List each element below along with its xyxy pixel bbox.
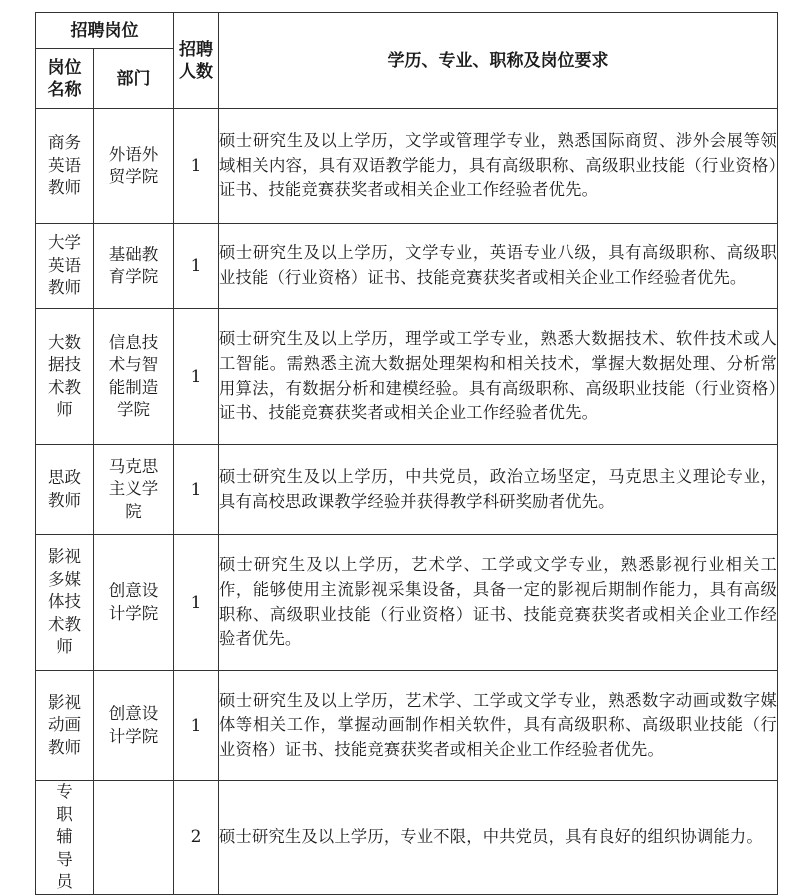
department-name: 创意设计学院 (94, 535, 174, 671)
hiring-count: 1 (174, 309, 219, 445)
requirements-text: 硕士研究生及以上学历，专业不限，中共党员，具有良好的组织协调能力。 (219, 781, 778, 895)
requirements-text: 硕士研究生及以上学历，艺术学、工学或文学专业，熟悉数字动画或数字媒体等相关工作，掌握动画制作相关软件，具有高级职称、高级职业技能（行业资格）证书、技能竞赛获奖者或相关企业工作经验者优先。 (219, 671, 778, 781)
hiring-count: 1 (174, 671, 219, 781)
header-requirements: 学历、专业、职称及岗位要求 (219, 13, 778, 109)
department-name: 基础教育学院 (94, 224, 174, 309)
position-name: 大数据技术教师 (36, 309, 94, 445)
header-count: 招聘人数 (174, 13, 219, 109)
position-name: 影视多媒体技术教师 (36, 535, 94, 671)
requirements-text: 硕士研究生及以上学历，艺术学、工学或文学专业，熟悉影视行业相关工作，能够使用主流影视采集设备，具备一定的影视后期制作能力，具有高级职称、高级职业技能（行业资格）证书、技能竞赛获奖者或相关企业工作经验者优先。 (219, 535, 778, 671)
table-row (36, 781, 778, 895)
requirements-text: 硕士研究生及以上学历，文学或管理学专业，熟悉国际商贸、涉外会展等领域相关内容，具有双语教学能力，具有高级职称、高级职业技能（行业资格）证书、技能竞赛获奖者或相关企业工作经验者优先。 (219, 109, 778, 224)
position-name: 思政教师 (36, 445, 94, 535)
requirements-text: 硕士研究生及以上学历，文学专业，英语专业八级，具有高级职称、高级职业技能（行业资格）证书、技能竞赛获奖者或相关企业工作经验者优先。 (219, 224, 778, 309)
requirements-text: 硕士研究生及以上学历，中共党员，政治立场坚定，马克思主义理论专业，具有高校思政课教学经验并获得教学科研奖励者优先。 (219, 445, 778, 535)
position-name: 大学英语教师 (36, 224, 94, 309)
department-name (94, 781, 174, 895)
header-row-top (36, 13, 778, 49)
header-position: 岗位名称 (36, 49, 94, 109)
table-row (36, 445, 778, 535)
recruitment-table (35, 12, 778, 895)
position-name: 商务英语教师 (36, 109, 94, 224)
position-name: 专职辅导员 (36, 781, 94, 895)
table-row (36, 224, 778, 309)
hiring-count: 1 (174, 445, 219, 535)
position-name: 影视动画教师 (36, 671, 94, 781)
table-row (36, 109, 778, 224)
hiring-count: 2 (174, 781, 219, 895)
hiring-count: 1 (174, 109, 219, 224)
header-position-group: 招聘岗位 (36, 13, 174, 49)
department-name: 马克思主义学院 (94, 445, 174, 535)
table-row (36, 309, 778, 445)
header-department: 部门 (94, 49, 174, 109)
department-name: 信息技术与智能制造学院 (94, 309, 174, 445)
requirements-text: 硕士研究生及以上学历，理学或工学专业，熟悉大数据技术、软件技术或人工智能。需熟悉主流大数据处理架构和相关技术，掌握大数据处理、分析常用算法，有数据分析和建模经验。具有高级职称、高级职业技能（行业资格）证书、技能竞赛获奖者或相关企业工作经验者优先。 (219, 309, 778, 445)
table-row (36, 671, 778, 781)
department-name: 外语外贸学院 (94, 109, 174, 224)
department-name: 创意设计学院 (94, 671, 174, 781)
hiring-count: 1 (174, 535, 219, 671)
hiring-count: 1 (174, 224, 219, 309)
table-row (36, 535, 778, 671)
